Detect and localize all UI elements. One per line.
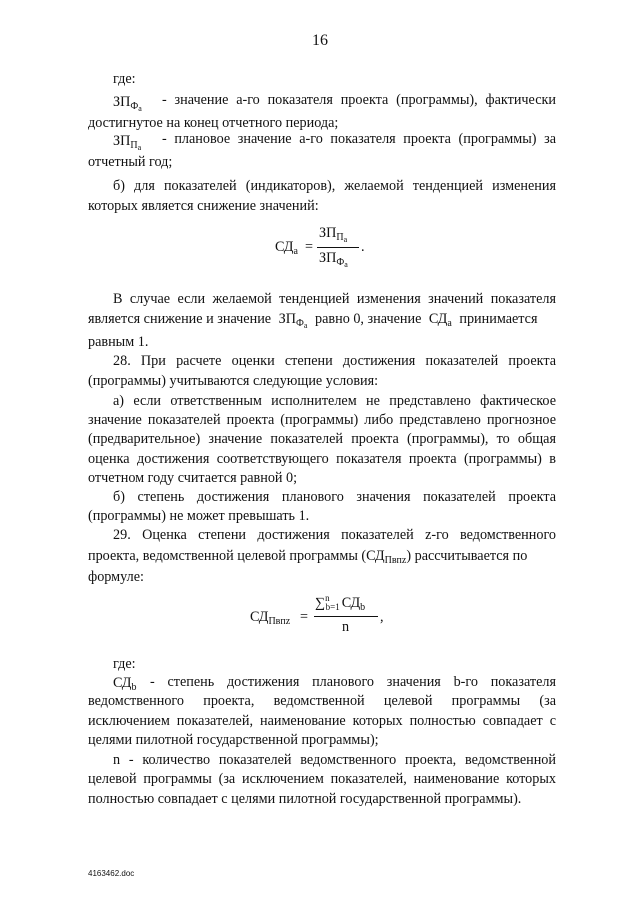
text-line: где: — [113, 656, 136, 672]
text-line: 29. Оценка степени достижения показателей z-го ведомственного — [113, 527, 556, 543]
text-line: оценка достижения соответствующего показателя проекта (программы) в — [88, 451, 556, 467]
text-line-composite: проекта, ведомственной целевой программы $(СД_{Пвпz})$ рассчитывается по — [88, 548, 528, 566]
text-line: 28. При расчете оценки степени достижения показателей проекта — [113, 353, 556, 369]
text-line: (программы) не может превышать 1. — [88, 508, 310, 524]
text-line: n - количество показателей ведомственного проекта, ведомственной — [113, 752, 556, 768]
document-filename: 4163462.doc — [88, 869, 135, 878]
text-line: целевой программы (за исключением показателей, наименование которых — [88, 771, 556, 787]
text-line: б) степень достижения планового значения показателей проекта — [113, 489, 556, 505]
text-line: отчетный год; — [88, 154, 173, 170]
text-line: В случае если желаемой тенденцией изменения значений показателя — [113, 291, 556, 307]
text-line: б) для показателей (индикаторов), желаемой тенденцией изменения — [113, 178, 556, 194]
text-line: отчетном году считается равной 0; — [88, 470, 298, 486]
text-line: - степень достижения планового значения b-го показателя — [150, 674, 556, 690]
symbol-zp-fact: $ЗП_{Ф_а}$ — [113, 94, 142, 113]
formula-sd-pvpz: $СД_{Пвпz}$ = ∑$^n_{b=1}$ $СД_b$ n , — [250, 593, 384, 635]
text-line: где: — [113, 71, 136, 87]
text-line: - значение а-го показателя проекта (программы), фактически — [162, 92, 556, 108]
text-line: (программы) учитываются следующие условия: — [88, 373, 379, 389]
formula-sd-a: $СД_а$ = $ЗП_{П_а}$ $ЗП_{Ф_а}$ . — [275, 225, 365, 269]
page-number: 16 — [312, 32, 328, 49]
text-line: а) если ответственным исполнителем не представлено фактическое — [113, 393, 556, 409]
text-line: равным 1. — [88, 334, 149, 350]
text-line: (предварительное) значение показателей проекта (программы), то общая — [88, 431, 556, 447]
text-line: которых является снижение значений: — [88, 198, 319, 214]
text-line: формуле: — [88, 569, 144, 585]
text-line: целями пилотной государственной программы); — [88, 732, 379, 748]
text-line: ведомственного проекта, ведомственной целевой программы (за — [88, 693, 556, 709]
text-line: исключением показателей, наименование которых полностью совпадает с — [88, 713, 556, 729]
text-line: - плановое значение а-го показателя проекта (программы) за — [162, 131, 556, 147]
text-line: значение показателей проекта (программы) либо представлено прогнозное — [88, 412, 556, 428]
text-line: полностью совпадает с целями пилотной государственной программы). — [88, 791, 522, 807]
text-line-composite: является снижение и значение $ЗП_{Ф_а}$ равно 0, значение $СД_а$ принимается — [88, 311, 538, 330]
symbol-zp-plan: $ЗП_{П_а}$ — [113, 133, 142, 152]
symbol-sd-b: $СД_b$ — [113, 675, 137, 693]
text-line: достигнутое на конец отчетного периода; — [88, 115, 339, 131]
